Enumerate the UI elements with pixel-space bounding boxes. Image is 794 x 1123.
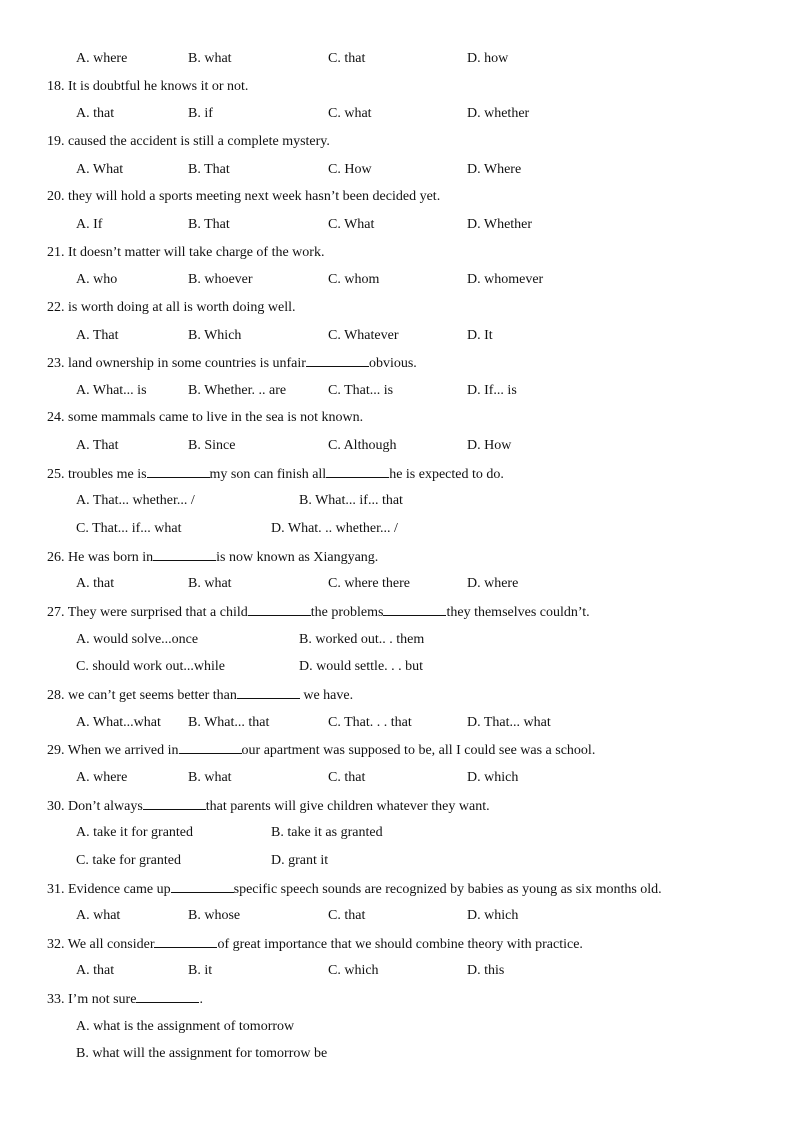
answer-blank xyxy=(136,990,199,1003)
answer-option: C. where there xyxy=(328,576,411,591)
answer-option: A. where xyxy=(76,51,128,66)
question-text: our apartment was supposed to be, all I could see was a school. xyxy=(241,743,596,758)
answer-option: B. what xyxy=(188,770,232,785)
answer-option: C. which xyxy=(328,963,379,978)
answer-option: D. this xyxy=(467,963,505,978)
answer-option: D. Whether xyxy=(467,217,533,232)
question-text: the problems xyxy=(310,605,384,620)
answer-option: B. whose xyxy=(188,908,241,923)
answer-option: C. What xyxy=(328,217,375,232)
question-text: 30. Don’t always xyxy=(47,799,143,814)
question-line xyxy=(47,880,662,899)
answer-option: D. whether xyxy=(467,106,530,121)
question-text: he is expected to do. xyxy=(389,467,504,482)
question-line xyxy=(47,990,203,1009)
answer-option: B. take it as granted xyxy=(271,825,383,840)
answer-option: D. It xyxy=(467,328,493,343)
answer-blank xyxy=(248,603,311,616)
answer-option: B. if xyxy=(188,106,213,121)
question-text: that parents will give children whatever they want. xyxy=(205,799,490,814)
answer-option: A. What...what xyxy=(76,715,161,730)
answer-blank xyxy=(154,935,217,948)
question-line xyxy=(47,686,353,705)
answer-option: C. whom xyxy=(328,272,380,287)
answer-option: A. what is the assignment of tomorrow xyxy=(76,1019,295,1034)
answer-option: B. worked out.. . them xyxy=(299,632,425,647)
answer-blank xyxy=(143,797,206,810)
question-text: 32. We all consider xyxy=(47,937,155,952)
answer-option: A. who xyxy=(76,272,118,287)
question-line: 18. It is doubtful he knows it or not. xyxy=(47,79,249,94)
question-line xyxy=(47,935,583,954)
answer-blank xyxy=(179,741,242,754)
answer-option: C. that xyxy=(328,770,366,785)
question-text: obvious. xyxy=(368,356,417,371)
question-text: 25. troubles me is xyxy=(47,467,147,482)
answer-option: D. grant it xyxy=(271,853,329,868)
question-line xyxy=(47,741,595,760)
question-text: 31. Evidence came up xyxy=(47,882,171,897)
question-line xyxy=(47,465,504,484)
question-text: 27. They were surprised that a child xyxy=(47,605,248,620)
answer-option: D. whomever xyxy=(467,272,544,287)
answer-option: D. would settle. . . but xyxy=(299,659,424,674)
answer-option: A. That... whether... / xyxy=(76,493,195,508)
answer-option: B. Whether. .. are xyxy=(188,383,287,398)
question-text: 28. we can’t get seems better than xyxy=(47,688,237,703)
answer-blank xyxy=(326,465,389,478)
answer-option: C. Whatever xyxy=(328,328,399,343)
question-line: 19. caused the accident is still a complete mystery. xyxy=(47,134,330,149)
answer-blank xyxy=(171,880,234,893)
answer-option: B. what xyxy=(188,576,232,591)
answer-option: C. That. . . that xyxy=(328,715,412,730)
answer-option: C. take for granted xyxy=(76,853,181,868)
answer-option: A. What... is xyxy=(76,383,147,398)
answer-option: D. That... what xyxy=(467,715,551,730)
question-text: of great importance that we should combine theory with practice. xyxy=(217,937,583,952)
answer-blank xyxy=(153,548,216,561)
answer-option: B. what xyxy=(188,51,232,66)
answer-blank xyxy=(306,354,369,367)
answer-option: A. If xyxy=(76,217,103,232)
answer-option: D. which xyxy=(467,908,519,923)
question-text: . xyxy=(199,992,203,1007)
answer-option: D. which xyxy=(467,770,519,785)
answer-option: D. How xyxy=(467,438,512,453)
answer-option: C. that xyxy=(328,51,366,66)
question-text: 23. land ownership in some countries is unfair xyxy=(47,356,306,371)
answer-blank xyxy=(147,465,210,478)
question-line xyxy=(47,354,417,373)
answer-option: B. That xyxy=(188,217,230,232)
question-line: 24. some mammals came to live in the sea is not known. xyxy=(47,410,364,425)
question-line: 20. they will hold a sports meeting next week hasn’t been decided yet. xyxy=(47,189,441,204)
question-text: 26. He was born in xyxy=(47,550,154,565)
question-text: 33. I’m not sure xyxy=(47,992,137,1007)
answer-option: A. that xyxy=(76,106,115,121)
question-line: 21. It doesn’t matter will take charge of the work. xyxy=(47,245,325,260)
answer-blank xyxy=(383,603,446,616)
answer-option: A. would solve...once xyxy=(76,632,199,647)
answer-option: A. where xyxy=(76,770,128,785)
answer-option: A. that xyxy=(76,963,115,978)
answer-option: B. what will the assignment for tomorrow be xyxy=(76,1046,328,1061)
answer-option: B. whoever xyxy=(188,272,253,287)
question-text: 29. When we arrived in xyxy=(47,743,179,758)
answer-option: C. How xyxy=(328,162,372,177)
answer-blank xyxy=(237,686,300,699)
answer-option: C. that xyxy=(328,908,366,923)
answer-option: B. it xyxy=(188,963,213,978)
question-text: my son can finish all xyxy=(209,467,327,482)
answer-option: A. what xyxy=(76,908,121,923)
answer-option: B. What... that xyxy=(188,715,270,730)
answer-option: B. What... if... that xyxy=(299,493,403,508)
answer-option: B. That xyxy=(188,162,230,177)
question-line xyxy=(47,548,378,567)
question-line xyxy=(47,603,590,622)
question-text: is now known as Xiangyang. xyxy=(216,550,379,565)
question-line: 22. is worth doing at all is worth doing well. xyxy=(47,300,296,315)
answer-option: C. Although xyxy=(328,438,397,453)
question-text: specific speech sounds are recognized by babies as young as six months old. xyxy=(233,882,662,897)
answer-option: C. what xyxy=(328,106,372,121)
question-text: they themselves couldn’t. xyxy=(446,605,590,620)
answer-option: D. What. .. whether... / xyxy=(271,521,398,536)
answer-option: A. What xyxy=(76,162,124,177)
answer-option: D. how xyxy=(467,51,509,66)
answer-option: D. If... is xyxy=(467,383,517,398)
answer-option: D. where xyxy=(467,576,519,591)
answer-option: A. that xyxy=(76,576,115,591)
answer-option: A. That xyxy=(76,328,119,343)
answer-option: B. Since xyxy=(188,438,236,453)
answer-option: C. That... is xyxy=(328,383,394,398)
answer-option: A. That xyxy=(76,438,119,453)
answer-option: A. take it for granted xyxy=(76,825,194,840)
answer-option: B. Which xyxy=(188,328,242,343)
answer-option: D. Where xyxy=(467,162,522,177)
answer-option: C. That... if... what xyxy=(76,521,182,536)
question-text: we have. xyxy=(299,688,354,703)
answer-option: C. should work out...while xyxy=(76,659,225,674)
question-line xyxy=(47,797,490,816)
